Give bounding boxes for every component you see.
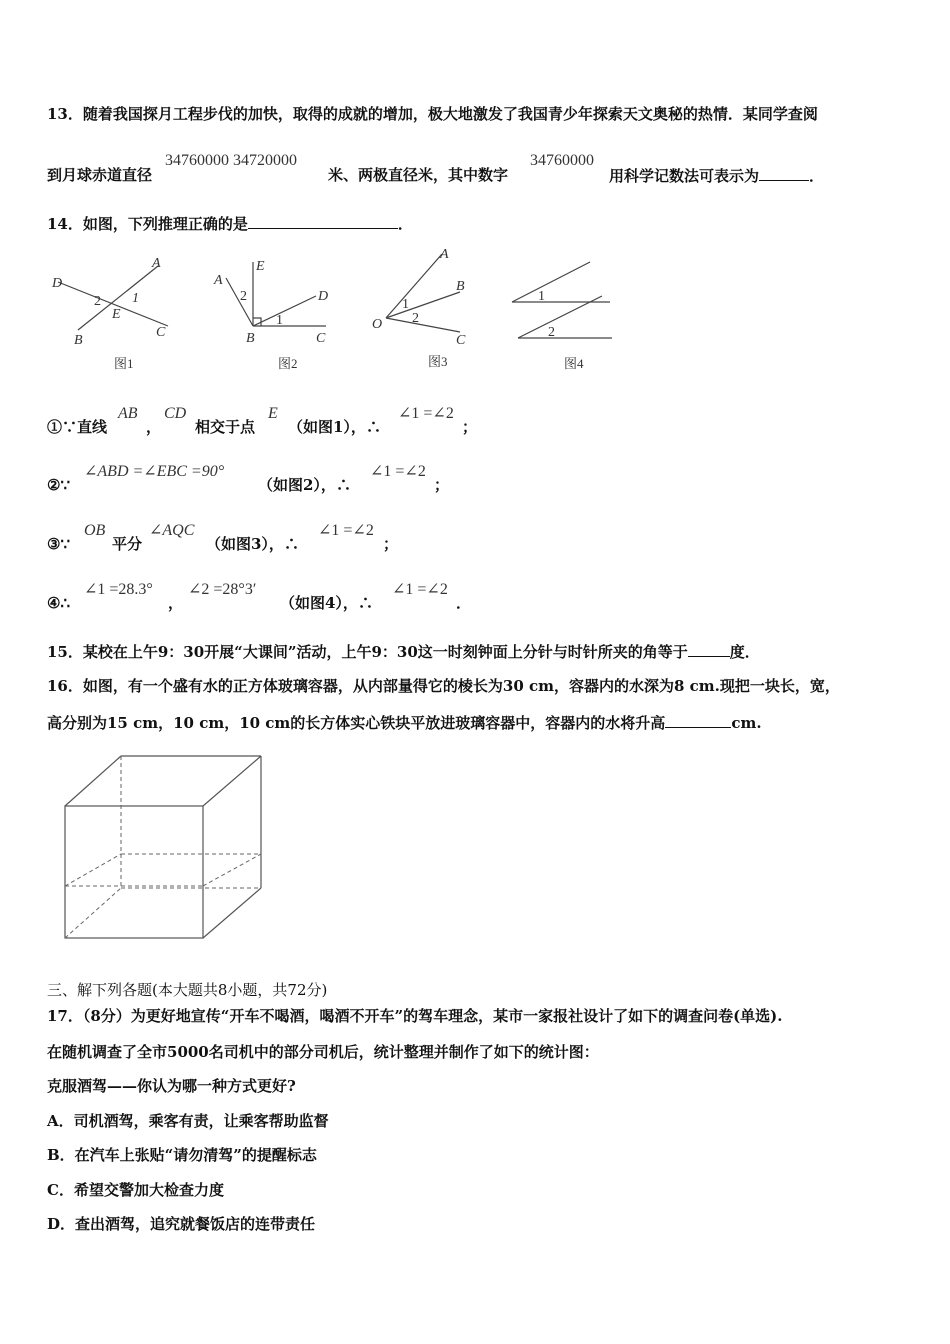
fig2-label-2: 2 (240, 289, 247, 304)
fig1-label-e: E (112, 307, 121, 322)
figure-3 (386, 254, 460, 332)
q16-answer-blank[interactable] (665, 713, 731, 728)
fig3-label-c: C (456, 333, 466, 348)
q16-line2 (47, 713, 762, 732)
q13-answer-blank[interactable] (759, 166, 809, 181)
cube-edge-top-left (65, 756, 121, 806)
q14-opt1-sep: ， (146, 418, 162, 436)
cube-edge-top-right (203, 756, 261, 806)
q17-line3: 克服酒驾——你认为哪一种方式更好? (47, 1077, 296, 1095)
fig3-label-o: O (372, 317, 383, 332)
q14-opt2-pre: ②∵ (47, 476, 70, 494)
q14-opt4-math-conclusion: ∠1 =∠2 (392, 581, 448, 598)
q13-line2-a: 到月球赤道直径 (47, 166, 153, 184)
cube-front-face (65, 806, 203, 938)
q16-line2-text: 高分别为15 cm，10 cm，10 cm的长方体实心铁块平放进玻璃容器中，容器内的水将升高 (47, 714, 666, 732)
q14-opt1-paren: （如图1），∴ (288, 418, 381, 436)
q16-end: cm. (731, 714, 762, 732)
q14-opt4-sep: ， (168, 594, 184, 612)
fig1-label-b: B (74, 333, 83, 348)
q14-opt3-math-aqc: ∠AQC (149, 522, 195, 539)
fig4-label-2: 2 (548, 325, 555, 340)
q15-text: 15．某校在上午9：30开展“大课间”活动，上午9：30这一时刻钟面上分针与时针所夹的角等于 (47, 643, 688, 661)
q14-stem (47, 214, 413, 233)
q13-line2-end: ． (809, 167, 825, 185)
q14-opt4-pre: ④∴ (47, 594, 70, 612)
q13-line2-b: 米、两极直径米，其中数字 (328, 166, 509, 184)
q14-opt1-mid: 相交于点 (195, 418, 256, 436)
q13-line2-c (609, 166, 824, 185)
fig2-label-a: A (214, 273, 223, 288)
q14-opt3-pre: ③∵ (47, 535, 70, 553)
q13-math-a: 34760000 34720000 (165, 152, 297, 169)
fig2-label-b: B (246, 331, 255, 346)
q13-line2-c-text: 用科学记数法可表示为 (609, 167, 760, 185)
q14-opt2-math-given: ∠ABD =∠EBC =90° (84, 463, 225, 480)
q14-opt1-math-e: E (268, 405, 278, 422)
q14-stem-end: ． (397, 215, 413, 233)
fig2-label-c: C (316, 331, 326, 346)
cube-edge-bottom-right (203, 888, 261, 938)
fig2-label-e: E (256, 259, 265, 274)
q14-opt1-math-conclusion: ∠1 =∠2 (398, 405, 454, 422)
fig1-caption: 图1 (114, 356, 134, 371)
q13-math-b: 34760000 (530, 152, 594, 169)
section3-heading: 三、解下列各题(本大题共8小题，共72分) (47, 981, 328, 999)
fig1-label-1: 1 (132, 291, 139, 306)
q17-line1: 17．（8分）为更好地宣传“开车不喝酒，喝酒不开车”的驾车理念，某市一家报社设计了如下的调查问卷(单选). (47, 1007, 783, 1025)
q14-opt3-math-conclusion: ∠1 =∠2 (318, 522, 374, 539)
water-level-left (65, 854, 121, 886)
fig3-ray-oc (386, 318, 460, 332)
q14-opt2-math-conclusion: ∠1 =∠2 (370, 463, 426, 480)
fig4-label-1: 1 (538, 289, 545, 304)
q14-opt2-end: ； (434, 476, 450, 494)
fig3-label-a: A (440, 247, 449, 262)
fig3-label-b: B (456, 279, 465, 294)
q13-line1: 13．随着我国探月工程步伐的加快，取得的成就的增加，极大地激发了我国青少年探索天文奥秘的热情．某同学查阅 (47, 105, 818, 123)
q16-cube-figure (55, 750, 275, 950)
fig4-line-upper-slant (512, 262, 590, 302)
q17-line2: 在随机调查了全市5000名司机中的部分司机后，统计整理并制作了如下的统计图： (47, 1043, 599, 1061)
q14-opt2-paren: （如图2），∴ (258, 476, 351, 494)
cube-hidden-edge-bottom-left (65, 888, 121, 938)
q14-opt3-mid: 平分 (112, 535, 143, 553)
q14-opt3-end: ； (383, 535, 399, 553)
water-level-right (203, 854, 261, 886)
q14-opt3-paren: （如图3），∴ (206, 535, 299, 553)
fig1-label-2: 2 (94, 294, 101, 309)
q15-end: 度． (729, 643, 760, 661)
q14-opt1-math-ab: AB (118, 405, 138, 422)
fig1-label-c: C (156, 325, 166, 340)
q14-answer-blank[interactable] (248, 214, 398, 229)
q15-answer-blank[interactable] (688, 642, 730, 657)
q14-figures (40, 240, 640, 375)
figure-4 (512, 262, 612, 338)
q14-opt4-math-angle1: ∠1 =28.3° (84, 581, 153, 598)
fig4-caption: 图4 (564, 356, 584, 371)
fig2-label-d: D (318, 289, 329, 304)
q17-option-b: B．在汽车上张贴“请勿清驾”的提醒标志 (47, 1146, 317, 1164)
fig3-label-1: 1 (402, 297, 409, 312)
q14-opt3-math-ob: OB (84, 522, 106, 539)
fig1-label-a: A (152, 256, 161, 271)
q14-opt1-end: ； (462, 418, 478, 436)
fig3-caption: 图3 (428, 354, 448, 369)
q14-opt4-math-angle2: ∠2 =28°3′ (188, 581, 257, 598)
fig2-line-bd (253, 296, 316, 326)
q14-opt4-end: ． (456, 594, 472, 612)
q14-stem-text: 14．如图，下列推理正确的是 (47, 215, 248, 233)
q14-opt1-pre: ①∵直线 (47, 418, 108, 436)
fig1-label-d: D (52, 276, 63, 291)
q14-opt1-math-cd: CD (164, 405, 187, 422)
fig2-caption: 图2 (278, 356, 298, 371)
q17-option-d: D．查出酒驾，追究就餐饭店的连带责任 (47, 1215, 316, 1233)
q17-option-c: C．希望交警加大检查力度 (47, 1181, 224, 1199)
q15-line (47, 642, 760, 661)
q16-line1: 16．如图，有一个盛有水的正方体玻璃容器，从内部量得它的棱长为30 cm，容器内的水深为8 cm.现把一块长，宽， (47, 677, 840, 695)
q17-option-a: A．司机酒驾，乘客有责，让乘客帮助监督 (47, 1112, 329, 1130)
fig2-label-1: 1 (276, 313, 283, 328)
q14-opt4-paren: （如图4），∴ (280, 594, 373, 612)
fig3-label-2: 2 (412, 311, 419, 326)
